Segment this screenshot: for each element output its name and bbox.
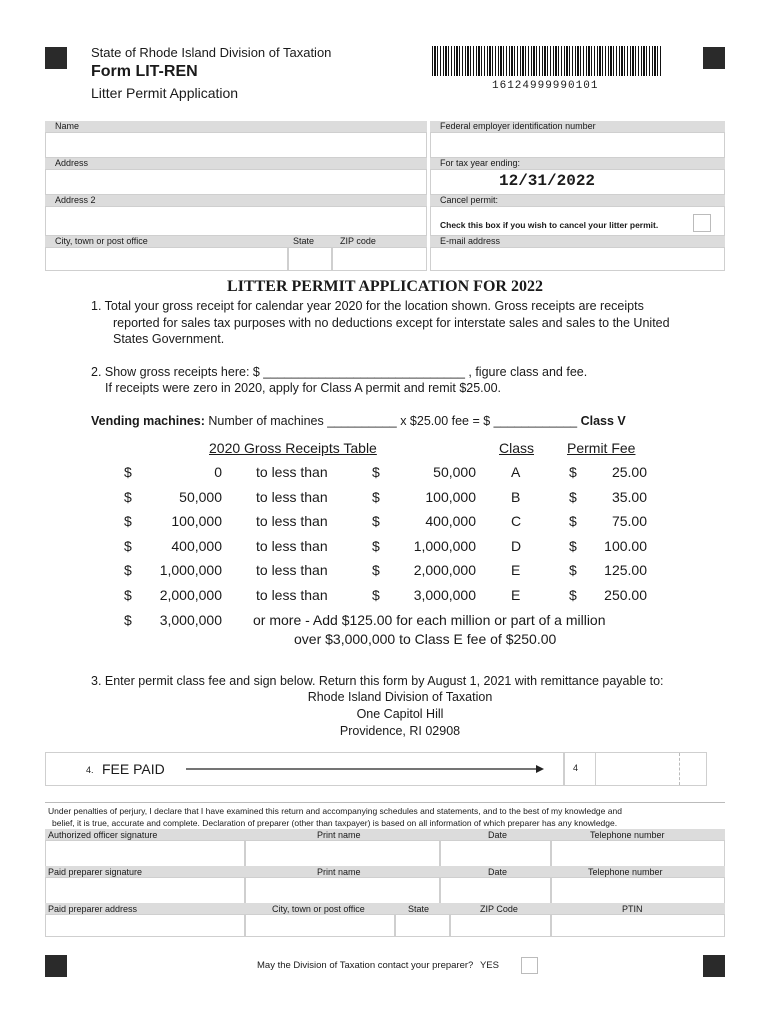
date-label-1: Date: [488, 830, 508, 840]
row-fee: 125.00: [604, 562, 647, 578]
row-to-currency: $: [372, 562, 380, 578]
agency-name: State of Rhode Island Division of Taxation: [91, 45, 332, 60]
row-to: 100,000: [425, 489, 476, 505]
cancel-instruction: Check this box if you wish to cancel your litter permit.: [440, 220, 659, 230]
cancel-permit-checkbox[interactable]: [693, 214, 711, 232]
tax-year-value: 12/31/2022: [499, 172, 596, 190]
return-address-line1: Rhode Island Division of Taxation: [307, 690, 493, 704]
fee-line-number: 4.: [86, 765, 94, 775]
item1-line1: 1. Total your gross receipt for calendar year 2020 for the location shown. Gross receipts are receipts: [91, 299, 644, 313]
row-to: 2,000,000: [413, 562, 476, 578]
contact-preparer-yes-checkbox[interactable]: [521, 957, 538, 974]
vending-line: [91, 413, 626, 429]
preparer-address-field[interactable]: [45, 914, 245, 937]
row-from: 2,000,000: [159, 587, 222, 603]
last-row-from: 3,000,000: [159, 612, 222, 628]
name-label: Name: [45, 121, 427, 132]
row-from: 0: [214, 464, 222, 480]
address2-field[interactable]: [45, 206, 427, 236]
return-address-line3: Providence, RI 02908: [339, 724, 461, 738]
email-label: E-mail address: [430, 236, 725, 247]
row-fee-currency: $: [569, 513, 577, 529]
form-subtitle: Litter Permit Application: [91, 85, 239, 101]
barcode: [432, 46, 662, 76]
preparer-zip-label: ZIP Code: [480, 904, 518, 914]
row-class: A: [511, 464, 521, 480]
item1-line3: States Government.: [113, 332, 225, 346]
row-fee-currency: $: [569, 587, 577, 603]
row-fee-currency: $: [569, 489, 577, 505]
preparer-city-label: City, town or post office: [272, 904, 365, 914]
row-currency: $: [124, 562, 132, 578]
row-currency: $: [124, 587, 132, 603]
row-from: 400,000: [171, 538, 222, 554]
preparer-city-field[interactable]: [245, 914, 395, 937]
vending-label: Vending machines:: [91, 414, 205, 428]
fein-field[interactable]: [430, 132, 725, 158]
row-from: 1,000,000: [159, 562, 222, 578]
declaration-line1: Under penalties of perjury, I declare that I have examined this return and accompanying schedules and statements, and to the best of my knowledge and: [48, 806, 622, 816]
registration-mark-top-right: [703, 47, 725, 69]
address2-label: Address 2: [45, 195, 427, 206]
officer-phone-field[interactable]: [551, 840, 725, 867]
row-class: E: [511, 562, 521, 578]
phone-label-2: Telephone number: [588, 867, 663, 877]
row-class: D: [511, 538, 522, 554]
address-field[interactable]: [45, 169, 427, 195]
officer-signature-field[interactable]: [45, 840, 245, 867]
tax-year-field[interactable]: [430, 169, 725, 195]
name-field[interactable]: [45, 132, 427, 158]
row-connector: to less than: [256, 489, 328, 505]
arrow-right-icon: [186, 763, 546, 775]
preparer-signature-field[interactable]: [45, 877, 245, 904]
fee-paid-field[interactable]: [564, 752, 707, 786]
row-currency: $: [124, 489, 132, 505]
state-field[interactable]: [288, 247, 332, 271]
row-connector: to less than: [256, 464, 328, 480]
item1-line2: reported for sales tax purposes with no deductions except for interstate sales and sales to the United: [113, 316, 670, 330]
city-state-zip-labels: [45, 236, 427, 247]
preparer-phone-field[interactable]: [551, 877, 725, 904]
vending-class: Class V: [580, 414, 626, 428]
state-label: State: [293, 236, 315, 246]
fee-box-divider: [595, 753, 596, 785]
preparer-state-field[interactable]: [395, 914, 450, 937]
row-currency: $: [124, 513, 132, 529]
row-to-currency: $: [372, 587, 380, 603]
preparer-state-label: State: [408, 904, 430, 914]
item2-line2: If receipts were zero in 2020, apply for Class A permit and remit $25.00.: [105, 381, 502, 395]
officer-date-field[interactable]: [440, 840, 551, 867]
officer-print-name-field[interactable]: [245, 840, 440, 867]
row-class: B: [511, 489, 521, 505]
city-field[interactable]: [45, 247, 288, 271]
row-class: C: [511, 513, 522, 529]
row-fee-currency: $: [569, 538, 577, 554]
declaration-divider: [45, 802, 725, 803]
preparer-address-label: Paid preparer address: [48, 904, 138, 914]
row-to: 50,000: [433, 464, 476, 480]
barcode-number: 16124999990101: [492, 80, 599, 92]
row-to: 1,000,000: [413, 538, 476, 554]
zip-label: ZIP code: [340, 236, 376, 246]
row-currency: $: [124, 464, 132, 480]
cancel-field: [430, 206, 725, 236]
row-from: 50,000: [179, 489, 222, 505]
last-row-text2: over $3,000,000 to Class E fee of $250.00: [294, 631, 557, 647]
item2-line1: 2. Show gross receipts here: $ _____________________________ , figure class and fee.: [91, 365, 588, 379]
fee-box-number: 4: [573, 763, 579, 773]
ptin-field[interactable]: [551, 914, 725, 937]
fein-label: Federal employer identification number: [430, 121, 725, 132]
row-to-currency: $: [372, 489, 380, 505]
row-currency: $: [124, 538, 132, 554]
contact-yes-label: YES: [479, 960, 499, 971]
phone-label-1: Telephone number: [590, 830, 665, 840]
row-fee: 75.00: [611, 513, 647, 529]
cancel-label: Cancel permit:: [430, 195, 725, 206]
class-heading: Class: [499, 440, 535, 456]
row-connector: to less than: [256, 562, 328, 578]
fee-heading: Permit Fee: [567, 440, 636, 456]
address-label: Address: [45, 158, 427, 169]
fee-paid-label: FEE PAID: [102, 761, 165, 777]
tax-year-label: For tax year ending:: [430, 158, 725, 169]
row-fee: 100.00: [604, 538, 647, 554]
preparer-signature-label: Paid preparer signature: [48, 867, 143, 877]
city-label: City, town or post office: [55, 236, 148, 246]
ptin-label: PTIN: [622, 904, 643, 914]
fee-paid-row: [45, 752, 564, 786]
preparer-zip-field[interactable]: [450, 914, 551, 937]
vending-text: Number of machines __________ x $25.00 fee = $ ____________: [208, 414, 578, 428]
row-to: 400,000: [425, 513, 476, 529]
registration-mark-top-left: [45, 47, 67, 69]
table-heading: 2020 Gross Receipts Table: [209, 440, 377, 456]
application-title: LITTER PERMIT APPLICATION FOR 2022: [227, 278, 543, 295]
zip-field[interactable]: [332, 247, 427, 271]
row-connector: to less than: [256, 587, 328, 603]
row-connector: to less than: [256, 538, 328, 554]
row-fee: 25.00: [611, 464, 647, 480]
officer-signature-label: Authorized officer signature: [48, 830, 158, 840]
row-fee-currency: $: [569, 464, 577, 480]
item3-text: 3. Enter permit class fee and sign below. Return this form by August 1, 2021 with remittance payable to:: [91, 674, 664, 688]
row-from: 100,000: [171, 513, 222, 529]
registration-mark-bottom-left: [45, 955, 67, 977]
form-name: Form LIT-REN: [91, 63, 198, 80]
preparer-date-field[interactable]: [440, 877, 551, 904]
last-row-text1: or more - Add $125.00 for each million or part of a million: [253, 612, 606, 628]
print-name-label-2: Print name: [317, 867, 361, 877]
last-row-currency: $: [124, 612, 132, 628]
contact-question-text: May the Division of Taxation contact your preparer?: [257, 960, 474, 971]
row-to-currency: $: [372, 538, 380, 554]
row-to-currency: $: [372, 464, 380, 480]
declaration-line2: belief, it is true, accurate and complete. Declaration of preparer (other than taxpayer) is based on all information of which preparer has any knowledge.: [52, 818, 618, 828]
email-field[interactable]: [430, 247, 725, 271]
row-to: 3,000,000: [413, 587, 476, 603]
row-class: E: [511, 587, 521, 603]
registration-mark-bottom-right: [703, 955, 725, 977]
preparer-print-name-field[interactable]: [245, 877, 440, 904]
row-to-currency: $: [372, 513, 380, 529]
row-fee: 250.00: [604, 587, 647, 603]
date-label-2: Date: [488, 867, 508, 877]
fee-cents-divider: [679, 753, 680, 785]
row-fee: 35.00: [611, 489, 647, 505]
row-connector: to less than: [256, 513, 328, 529]
return-address-line2: One Capitol Hill: [356, 707, 444, 721]
print-name-label-1: Print name: [317, 830, 361, 840]
row-fee-currency: $: [569, 562, 577, 578]
contact-question: [257, 960, 499, 971]
